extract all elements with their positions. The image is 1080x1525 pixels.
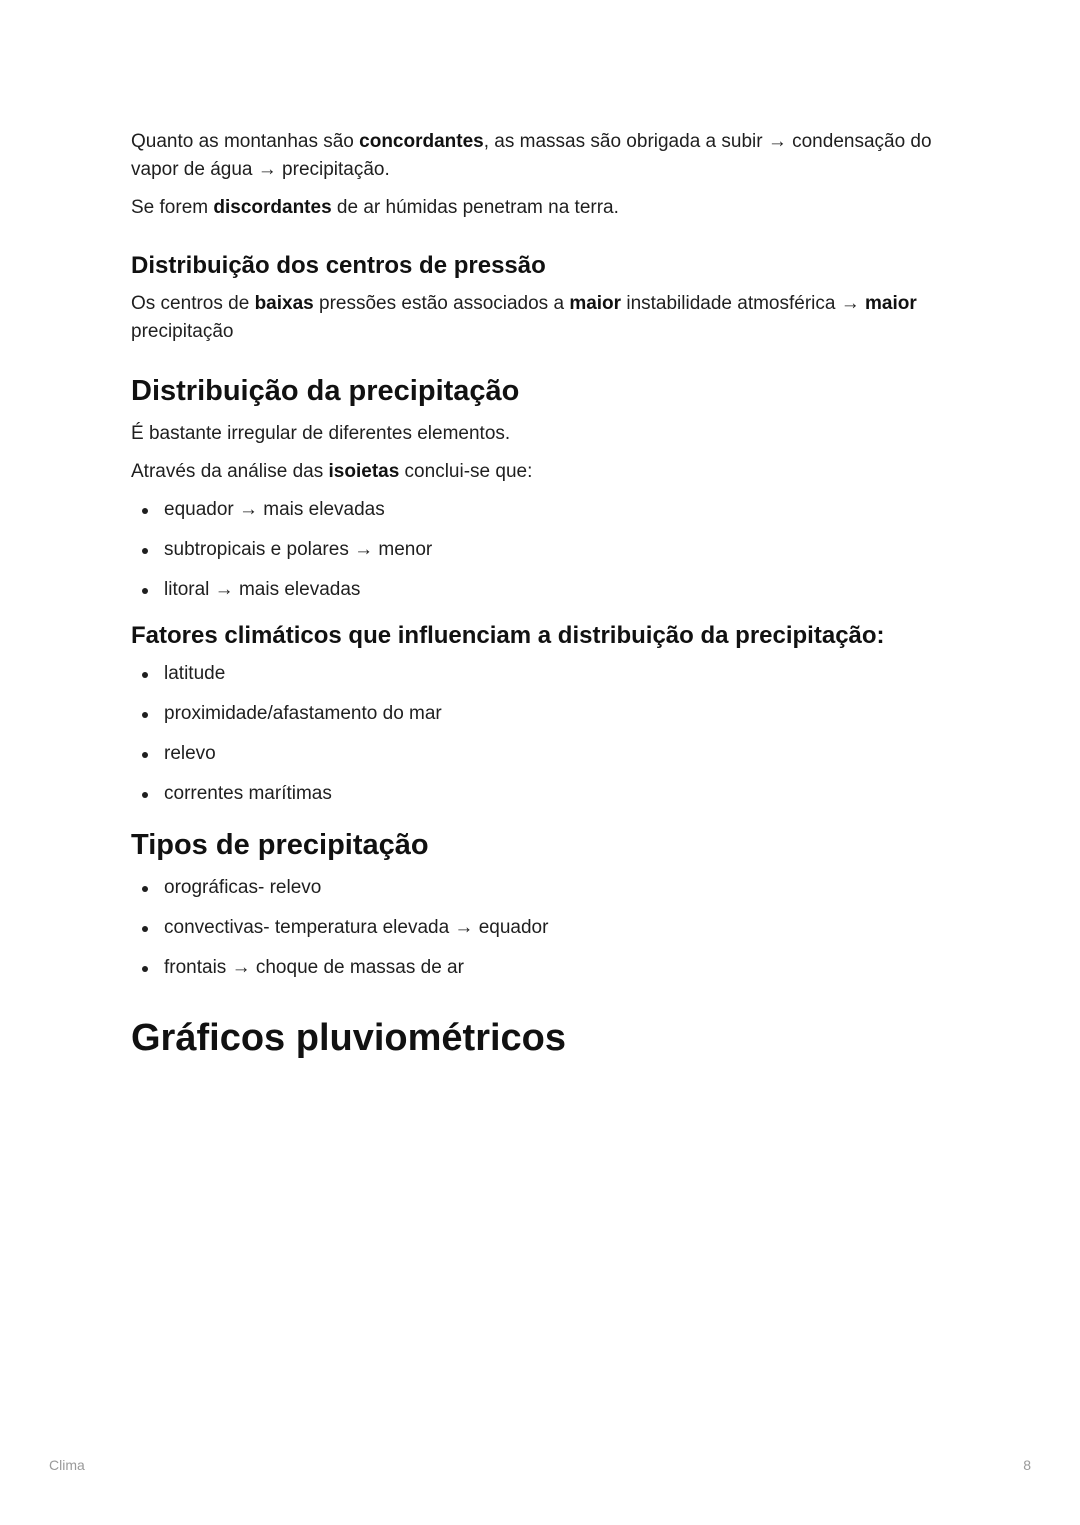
paragraph-discordant [131,194,961,222]
list-item: correntes marítimas [131,780,961,808]
list-item: proximidade/afastamento do mar [131,700,961,728]
list-item: latitude [131,660,961,688]
bold-term-baixas: baixas [254,293,314,314]
list-item: relevo [131,740,961,768]
paragraph-concordant-mountains [131,128,961,184]
text-run: de ar húmidas penetram na terra. [331,197,619,218]
bold-term-isoietas: isoietas [328,461,400,482]
heading-precipitation-types: Tipos de precipitação [131,829,429,861]
text-run: Se forem [131,197,214,218]
text-run: instabilidade atmosférica → [621,293,866,314]
list-item: litoral → mais elevadas [131,576,961,604]
bold-term-discordantes: discordantes [213,197,332,218]
text-run: Quanto as montanhas são [131,131,360,152]
list-item: subtropicais e polares → menor [131,536,961,564]
paragraph-isoietas [131,458,961,486]
list-item: frontais → choque de massas de ar [131,954,961,982]
paragraph-pressure-centers [131,290,961,346]
list-item: orográficas- relevo [131,874,961,902]
heading-pressure-centers: Distribuição dos centros de pressão [131,252,546,279]
text-run: conclui-se que: [399,461,533,482]
heading-rainfall-charts: Gráficos pluviométricos [131,1017,567,1059]
footer-page-number: 8 [1023,1457,1031,1473]
bold-term-maior: maior [569,293,622,314]
document-body [131,128,961,1062]
paragraph-irregular: É bastante irregular de diferentes elementos. [131,423,511,444]
bold-term-maior: maior [865,293,917,314]
text-run: precipitação [131,321,234,342]
list-climatic-factors [131,660,961,808]
heading-precipitation-distribution: Distribuição da precipitação [131,375,520,407]
text-run: pressões estão associados a [313,293,570,314]
text-run: Os centros de [131,293,255,314]
bold-term-concordantes: concordantes [359,131,484,152]
heading-climatic-factors: Fatores climáticos que influenciam a distribuição da precipitação: [131,622,885,649]
list-item: equador → mais elevadas [131,496,961,524]
text-run: , as massas são obrigada a subir → condensação do vapor de água → precipitação. [131,131,932,180]
footer-document-title: Clima [49,1457,85,1473]
text-run: Através da análise das [131,461,329,482]
list-precipitation-types [131,874,961,982]
list-distribution [131,496,961,604]
list-item: convectivas- temperatura elevada → equador [131,914,961,942]
